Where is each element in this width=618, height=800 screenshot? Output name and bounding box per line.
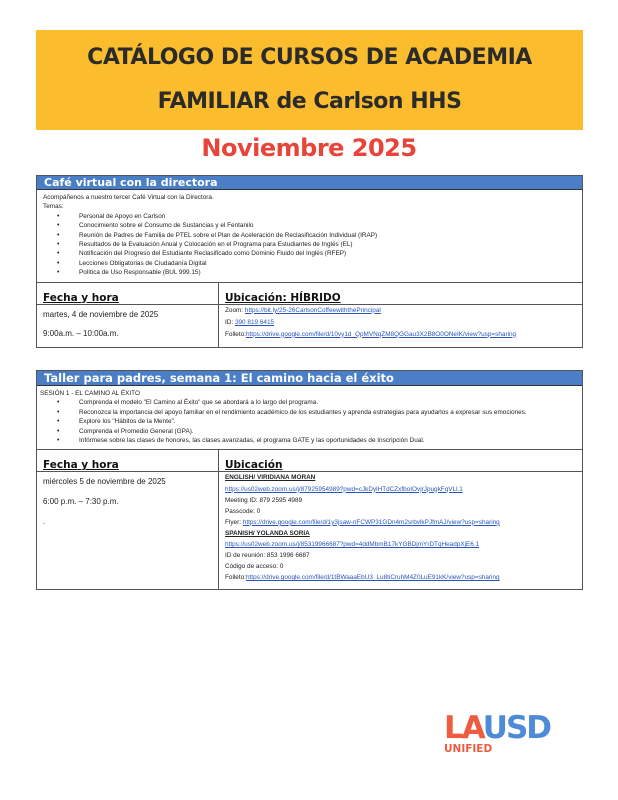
date-header-cell bbox=[37, 450, 219, 471]
topics-list bbox=[40, 398, 576, 445]
event-time: 9:00a.m. – 10:00a.m. bbox=[43, 328, 119, 338]
location-header-cell bbox=[219, 283, 582, 304]
event-description bbox=[37, 190, 582, 282]
event-intro: Acompáñenos a nuestro tercer Café Virtual con la Directora. bbox=[43, 194, 214, 201]
topic-item: • Política de Uso Responsable (BUL 999.15) bbox=[57, 268, 576, 277]
logo-usd: USD bbox=[482, 710, 551, 746]
topic-item: • Explore los "Hábitos de la Mente". bbox=[57, 417, 576, 426]
topic-item: • Conocimiento sobre el Consumo de Sustancias y el Fentanilo bbox=[57, 221, 576, 230]
date-cell bbox=[37, 471, 219, 589]
event-card-taller-padres bbox=[36, 370, 583, 590]
topics-label: Temas: bbox=[43, 203, 64, 211]
topic-item: • Reunión de Padres de Familia de PTEL sobre el Plan de Aceleración de Reclasificación Individual (IRAP) bbox=[57, 231, 576, 240]
extra-mark: . bbox=[43, 517, 46, 527]
date-header-cell bbox=[37, 283, 219, 304]
spanish-flyer-link[interactable]: https://drive.google.com/file/d/1tBWaaaEbU3_Lu8tiCruhM4Z0LuE91kK/view?usp=sharing bbox=[245, 574, 500, 582]
english-session-header: ENGLISH/ VIRIDIANA MORAN bbox=[225, 474, 316, 482]
spanish-zoom-link[interactable]: https://us02web.zoom.us/j/85319966687?pwd=4ddMbmB17kYGBDjmYrDTqHeadpXjE6.1 bbox=[225, 541, 480, 548]
event-date: miércoles 5 de noviembre de 2025 bbox=[43, 477, 166, 487]
id-label: ID: bbox=[225, 318, 235, 326]
date-cell bbox=[37, 304, 219, 347]
location-cell bbox=[219, 304, 582, 347]
english-zoom-link[interactable]: https://us02web.zoom.us/j/87925954989?pwd=cJkDylHTdCZxfboIOvjrJpugkFqVLl.1 bbox=[225, 485, 463, 493]
event-title: Taller para padres, semana 1: El camino hacia el éxito bbox=[37, 371, 582, 386]
topic-item: • Comprenda el Promedio General (GPA). bbox=[57, 427, 576, 436]
topics-list bbox=[43, 212, 576, 278]
catalog-title-line1: CATÁLOGO DE CURSOS DE ACADEMIA bbox=[87, 45, 532, 70]
logo-unified: UNIFIED bbox=[444, 743, 493, 755]
topic-item: • Personal de Apoyo en Carlson bbox=[57, 212, 576, 221]
english-flyer-link[interactable]: https://drive.google.com/file/d/1y3jsaw-nFCWP31GDn4m2srbvlkPJfmAJ/view?usp=sharing bbox=[242, 518, 500, 526]
topic-item: • Lecciones Obligatorias de Ciudadanía Digital bbox=[57, 259, 576, 268]
zoom-link[interactable]: https://bit.ly/25-26CarlsonCoffeewiththePrincipal bbox=[244, 306, 381, 314]
meeting-id-link[interactable]: 390 819 6415 bbox=[234, 318, 275, 326]
event-title: Café virtual con la directora bbox=[37, 176, 582, 190]
event-time: 6:00 p.m. – 7:30 p.m. bbox=[43, 497, 119, 507]
event-details-table bbox=[37, 282, 582, 347]
lausd-wordmark bbox=[444, 712, 584, 744]
english-flyer-label: Flyer: bbox=[225, 518, 243, 526]
topic-item: • Comprenda el modelo "El Camino al Éxito" que se abordará a lo largo del programa. bbox=[57, 398, 576, 407]
event-details-table bbox=[37, 449, 582, 589]
month-title: Noviembre 2025 bbox=[201, 134, 417, 162]
event-description bbox=[37, 386, 582, 449]
english-meeting-id: Meeting ID: 879 2595 4989 bbox=[225, 496, 303, 504]
flyer-link[interactable]: https://drive.google.com/file/d/10vy1d_QpMVNqZM8QGGau3X2B8O0ONeIK/view?usp=sharing bbox=[245, 330, 517, 338]
topic-item: • Infórmese sobre las clases de honores, las clases avanzadas, el programa GATE y las oportunidades de Inscripción Dual. bbox=[57, 436, 576, 445]
location-header: Ubicación: HÍBRIDO bbox=[225, 291, 341, 304]
flyer-label: Folleto: bbox=[225, 330, 246, 338]
catalog-title-banner bbox=[36, 30, 583, 130]
catalog-title-line2: FAMILIAR de Carlson HHS bbox=[157, 89, 462, 114]
spanish-passcode: Código de acceso: 0 bbox=[225, 563, 284, 571]
event-date: martes, 4 de noviembre de 2025 bbox=[43, 309, 159, 319]
logo-la: LA bbox=[444, 710, 483, 746]
spanish-session-header: SPANISH/ YOLANDA SORIA bbox=[225, 529, 310, 537]
spanish-meeting-id: ID de reunión: 853 1996 6687 bbox=[225, 552, 310, 560]
date-header: Fecha y hora bbox=[43, 291, 119, 304]
location-header-cell bbox=[219, 450, 582, 471]
english-passcode: Passcode: 0 bbox=[225, 507, 261, 515]
zoom-label: Zoom: bbox=[225, 306, 245, 314]
topic-item: • Notificación del Progreso del Estudiante Reclasificado como Dominio Fluido del Inglés (RFEP) bbox=[57, 249, 576, 258]
date-header: Fecha y hora bbox=[43, 459, 119, 472]
location-header: Ubicación bbox=[225, 459, 283, 472]
session-label: SESIÓN 1 - EL CAMINO AL ÉXITO bbox=[40, 390, 140, 397]
topic-item: • Resultados de la Evaluación Anual y Colocación en el Programa para Estudiantes de Inglés (EL) bbox=[57, 240, 576, 249]
location-cell bbox=[219, 471, 582, 589]
spanish-flyer-label: Folleto: bbox=[225, 574, 246, 582]
topic-item: • Reconozca la importancia del apoyo familiar en el rendimiento académico de los estudiantes y aprenda estrategias para ayudarlos a expresar sus emociones. bbox=[57, 408, 576, 417]
lausd-logo bbox=[444, 712, 584, 762]
event-card-cafe-virtual bbox=[36, 175, 583, 348]
